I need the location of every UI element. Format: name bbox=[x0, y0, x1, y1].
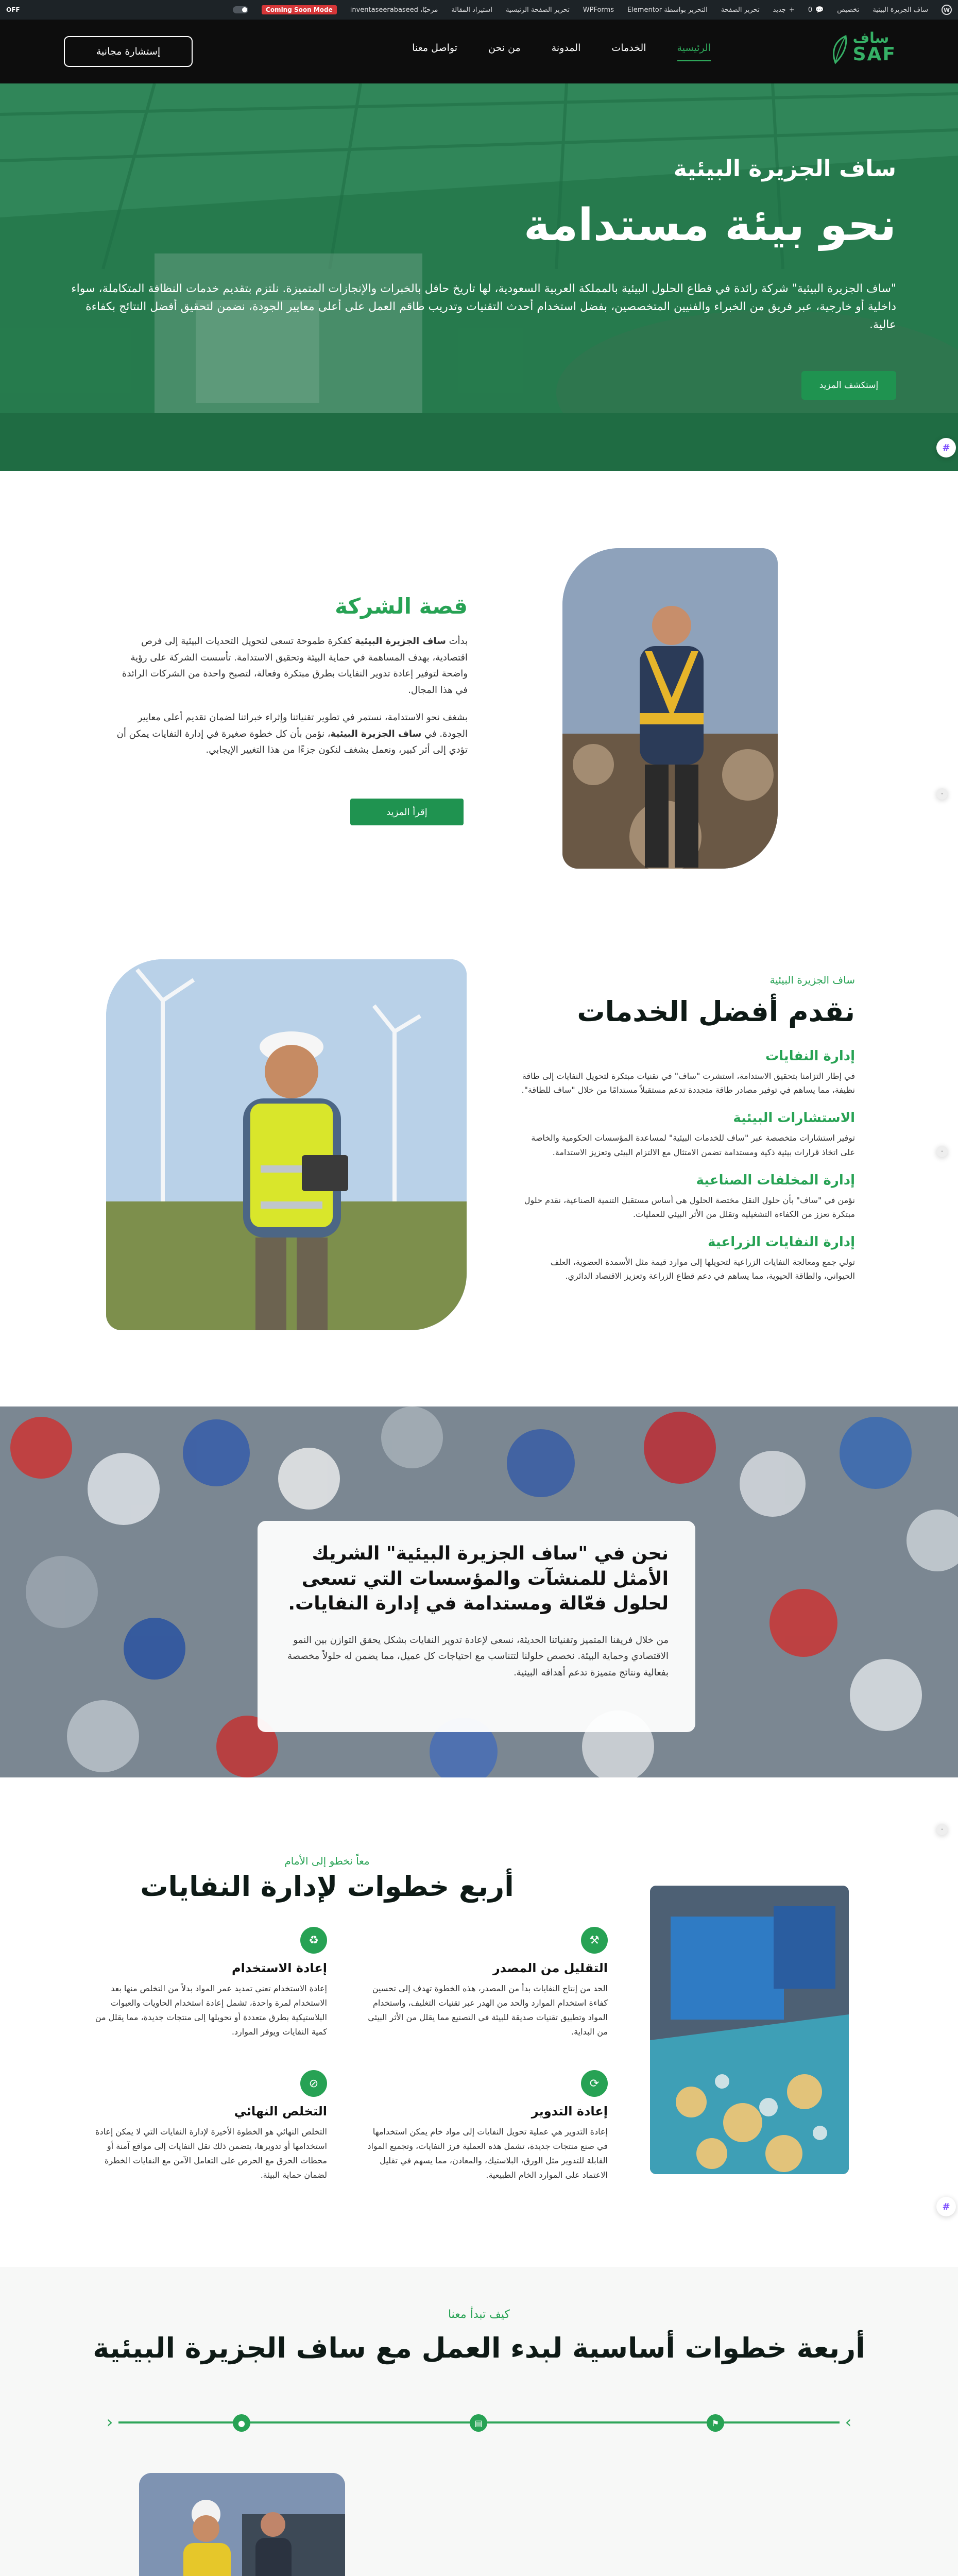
service-desc: في إطار التزامنا بتحقيق الاستدامة، استشرت "ساف" في تقنيات مبتكرة لتحويل النفايات إلى طاقة نظيفة، مما يساهم في توفير مصادر طاقة متجددة تدعم مستقبلاً مستدامًا من خلال "ساف للطاقة". bbox=[521, 1071, 855, 1095]
coming-soon-badge[interactable]: Coming Soon Mode bbox=[262, 5, 337, 14]
admin-new[interactable]: + جديد bbox=[773, 6, 795, 14]
chart-icon: ▤ bbox=[470, 2414, 487, 2432]
cans-info-card bbox=[258, 1521, 695, 1732]
step-desc: التخلص النهائي هو الخطوة الأخيرة لإدارة النفايات التي لا يمكن إعادة استخدامها أو تدويرها، يتضمن ذلك نقل النفايات إلى مواقع آمنة أو محطات الحرق مع الحرص على التعامل الآمن مع النفايات الخطرة لضمان حماية البيئة. bbox=[95, 2127, 327, 2180]
admin-user-greeting[interactable]: مرحبًا، inventaseerabaseed bbox=[350, 6, 438, 14]
toggle-icon bbox=[233, 6, 248, 13]
brand-name-bold: ساف الجزيرة البيئية bbox=[355, 636, 446, 647]
nav-contact[interactable]: تواصل معنا bbox=[412, 42, 457, 54]
recycle-icon: ♻ bbox=[300, 1927, 327, 1954]
worker-illustration bbox=[562, 548, 778, 869]
coming-soon-off[interactable]: OFF bbox=[6, 6, 20, 13]
hero-description: "ساف الجزيرة البيئية" شركة رائدة في قطاع الحلول البيئية بالمملكة العربية السعودية، لها تاريخ حافل بالخبرات والإنجازات المتميزة. نلتزم بتقديم خدمات النظافة المتكاملة، سواء داخلية أو خارجية، عبر فريق من الخبراء والفنيين المتخصصين، بفضل استخدام أحدث التقنيات وتدريب طاقم العمل على أعلى معايير الجودة، نضمن لتحقيق أفضل النتائج بكفاءة عالية. bbox=[71, 282, 896, 332]
nav-blog[interactable]: المدونة bbox=[551, 42, 581, 54]
side-dot-icon[interactable]: · bbox=[936, 788, 948, 800]
side-dot-icon-2[interactable]: · bbox=[936, 1146, 948, 1157]
admin-customize[interactable]: تخصيص bbox=[837, 6, 860, 14]
logo-text-ar: ساف bbox=[852, 29, 889, 46]
steps-eyebrow: معاً نخطو إلى الأمام bbox=[284, 1855, 370, 1867]
side-dot-icon-3[interactable]: · bbox=[936, 1824, 948, 1835]
how-heading: أربعة خطوات أساسية لبدء العمل مع ساف الجزيرة البيئية bbox=[93, 2332, 865, 2364]
service-desc: نؤمن في "ساف" بأن حلول النقل مختصة الحلول هي أساس مستقبل التنمية الصناعية، نقدم حلول مبتكرة تعزز من الكفاءة التشغيلية وتقلل من الأثر البيئي للعمليات. bbox=[524, 1195, 855, 1219]
how-step-col bbox=[613, 2473, 819, 2576]
story-heading: قصة الشركة bbox=[335, 594, 468, 619]
admin-wpforms[interactable]: WPForms bbox=[583, 6, 614, 14]
cans-description: من خلال فريقنا المتميز وتقنياتنا الحديثة، نسعى لإعادة تدوير النفايات بشكل يحقق التوازن بين النمو الاقتصادي وحماية البيئة. نخصص حلولنا لتتناسب مع احتياجات كل عميل، مما يضمن له حلولاً مخصصة بفعالية ونتائج متميزة تدعم أهدافه البيئية. bbox=[287, 1634, 669, 1678]
story-paragraph-1: بدأت ساف الجزيرة البيئية كفكرة طموحة تسعى لتحويل التحديات البيئية إلى فرص اقتصادية، بهدف المساهمة في حماية البيئة وتحقيق الاستدامة. تأسست الشركة على رؤية واضحة لتوفير إعادة تدوير النفايات بطرق مبتكرة وفعالة، لتصبح واحدة من الشركات الرائدة في هذا المجال. bbox=[122, 636, 468, 696]
step-desc: إعادة الاستخدام تعني تمديد عمر المواد بدلاً من التخلص منها بعد الاستخدام لمرة واحدة، تشمل إعادة استخدام الحاويات والعبوات البلاستيكية بطرق متعددة أو تحويلها إلى منتجات جديدة، مما يقلل من كمية النفايات ويوفر الموارد. bbox=[95, 1984, 327, 2037]
how-step-col bbox=[376, 2473, 582, 2576]
admin-edit-elementor[interactable]: التحرير بواسطة Elementor bbox=[627, 6, 708, 14]
service-title: إدارة النفايات الزراعية bbox=[708, 1234, 855, 1250]
machine-illustration bbox=[650, 1886, 849, 2174]
hero-content bbox=[62, 156, 896, 334]
how-to-start-section bbox=[0, 2267, 958, 2576]
step-desc: الحد من إنتاج النفايات بدأ من المصدر، هذه الخطوة تهدف إلى تحسين كفاءة استخدام الموارد والحد من الهدر عبر تقنيات التغليف، واستخدام المواد وتطبيق تقنيات صديقة للبيئة في التصنيع مما يقلل من الأثر البيئي من البداية. bbox=[368, 1984, 608, 2037]
recycling-cans-banner bbox=[0, 1406, 958, 1777]
services-engineer-image bbox=[106, 959, 467, 1330]
cycle-icon: ⟳ bbox=[581, 2070, 608, 2097]
step-card bbox=[363, 2070, 608, 2182]
hero-subtitle: ساف الجزيرة البيئية bbox=[673, 156, 896, 182]
step-card bbox=[363, 1927, 608, 2039]
service-item bbox=[520, 1110, 855, 1159]
wp-logo-icon[interactable]: W bbox=[942, 5, 952, 15]
inspection-illustration bbox=[139, 2473, 345, 2576]
tools-icon: ⚒ bbox=[581, 1927, 608, 1954]
chevron-right-icon[interactable]: › bbox=[845, 2412, 852, 2432]
comment-icon: 💬 bbox=[815, 6, 824, 14]
how-eyebrow: كيف تبدأ معنا bbox=[448, 2308, 510, 2321]
waste-machine-image bbox=[650, 1886, 849, 2174]
flag-icon: ⚑ bbox=[707, 2414, 724, 2432]
hero-explore-button[interactable]: إستكشف المزيد bbox=[801, 371, 896, 400]
service-item bbox=[520, 1234, 855, 1283]
nav-home[interactable]: الرئيسية bbox=[677, 42, 711, 61]
story-read-more-button[interactable]: إقرأ المزيد bbox=[350, 799, 464, 825]
step-title: إعادة الاستخدام bbox=[232, 1961, 327, 1975]
brand-name-bold-2: ساف الجزيرة البيئية bbox=[330, 728, 422, 739]
logo-text-en: SAF bbox=[852, 44, 896, 65]
leaf-logo-icon bbox=[830, 34, 850, 65]
story-worker-image bbox=[562, 548, 778, 869]
admin-edit-home[interactable]: تحرير الصفحة الرئيسية bbox=[505, 6, 570, 14]
story-paragraph-2: بشغف نحو الاستدامة، نستمر في تطوير تقنياتنا وإثراء خبراتنا لضمان تقديم أعلى معايير الجودة. في ساف الجزيرة البيئية، نؤمن بأن كل خطوة صغيرة في إدارة النفايات يمكن أن تؤدي إلى أثر كبير، ونعمل بشغف لنكون جزءًا من هذا التغيير الإيجابي. bbox=[116, 712, 468, 755]
cans-heading: نحن في "ساف الجزيرة البيئية" الشريك الأمثل للمنشآت والمؤسسات التي تسعى لحلول فعّالة ومستدامة في إدارة النفايات. bbox=[288, 1543, 669, 1615]
admin-import-article[interactable]: استيراد المقالة bbox=[451, 6, 492, 14]
story-text-block bbox=[107, 594, 468, 770]
services-heading: نقدم أفضل الخدمات bbox=[577, 995, 855, 1028]
nav-about[interactable]: من نحن bbox=[488, 42, 521, 54]
service-item bbox=[520, 1173, 855, 1221]
inspection-image bbox=[139, 2473, 345, 2576]
admin-site-name[interactable]: ساف الجزيرة البيئية bbox=[873, 6, 928, 14]
site-logo[interactable] bbox=[853, 31, 896, 64]
step-title: إعادة التدوير bbox=[531, 2104, 608, 2119]
free-consultation-button[interactable]: إستشارة مجانية bbox=[64, 36, 193, 67]
service-desc: تولي جمع ومعالجة النفايات الزراعية لتحويلها إلى موارد قيمة مثل الأسمدة العضوية، العلف الحيواني، والطاقة الحيوية، مما يساهم في دعم قطاع الزراعة وتعزيز الاقتصاد الدائري. bbox=[550, 1257, 855, 1281]
step-card bbox=[82, 1927, 327, 2039]
service-title: إدارة النفايات bbox=[765, 1048, 855, 1064]
steps-heading: أربع خطوات لإدارة النفايات bbox=[140, 1870, 514, 1903]
admin-edit-page[interactable]: تحرير الصفحة bbox=[721, 6, 760, 14]
chat-bubble-icon[interactable]: # bbox=[936, 438, 956, 457]
site-header bbox=[0, 20, 958, 83]
step-title: التخلص النهائي bbox=[234, 2104, 327, 2119]
service-title: الاستشارات البيئية bbox=[733, 1110, 855, 1126]
step-card bbox=[82, 2070, 327, 2182]
main-nav bbox=[412, 42, 711, 61]
steps-grid bbox=[82, 1927, 608, 2182]
admin-comments[interactable]: 💬 0 bbox=[808, 6, 824, 14]
how-step-col bbox=[139, 2473, 345, 2576]
nav-services[interactable]: الخدمات bbox=[611, 42, 646, 54]
plus-icon: + bbox=[789, 6, 795, 14]
services-eyebrow: ساف الجزيرة البيئية bbox=[769, 974, 855, 986]
step-desc: إعادة التدوير هي عملية تحويل النفايات إلى مواد خام يمكن استخدامها في صنع منتجات جديدة، تشمل هذه العملية فرز النفايات، وتجميع المواد القابلة للتدوير مثل الورق، البلاستيك، والمعادن، مما يسهم في تقليل الاعتماد على الموارد الخام الطبيعية. bbox=[367, 2127, 608, 2180]
service-title: إدارة المخلفات الصناعية bbox=[696, 1172, 855, 1188]
services-text-block bbox=[520, 974, 855, 1297]
hero-title: نحو بيئة مستدامة bbox=[523, 199, 896, 251]
service-desc: توفير استشارات متخصصة عبر "ساف للخدمات البيئية" لمساعدة المؤسسات الحكومية والخاصة على اتخاذ قرارات بيئية ذكية ومستدامة تضمن الامتثال مع الالتزام البيئي وتعزيز الاستدامة. bbox=[531, 1133, 855, 1157]
dispose-icon: ⊘ bbox=[300, 2070, 327, 2097]
hero-section bbox=[0, 83, 958, 471]
service-item bbox=[520, 1048, 855, 1097]
admin-bar bbox=[0, 0, 958, 20]
step-title: التقليل من المصدر bbox=[492, 1961, 608, 1975]
chat-bubble-icon-3[interactable]: # bbox=[936, 2197, 956, 2216]
location-pin-icon: ● bbox=[233, 2414, 250, 2432]
chevron-left-icon[interactable]: ‹ bbox=[106, 2412, 113, 2432]
engineer-illustration bbox=[106, 959, 467, 1330]
coming-soon-toggle[interactable] bbox=[233, 6, 248, 13]
